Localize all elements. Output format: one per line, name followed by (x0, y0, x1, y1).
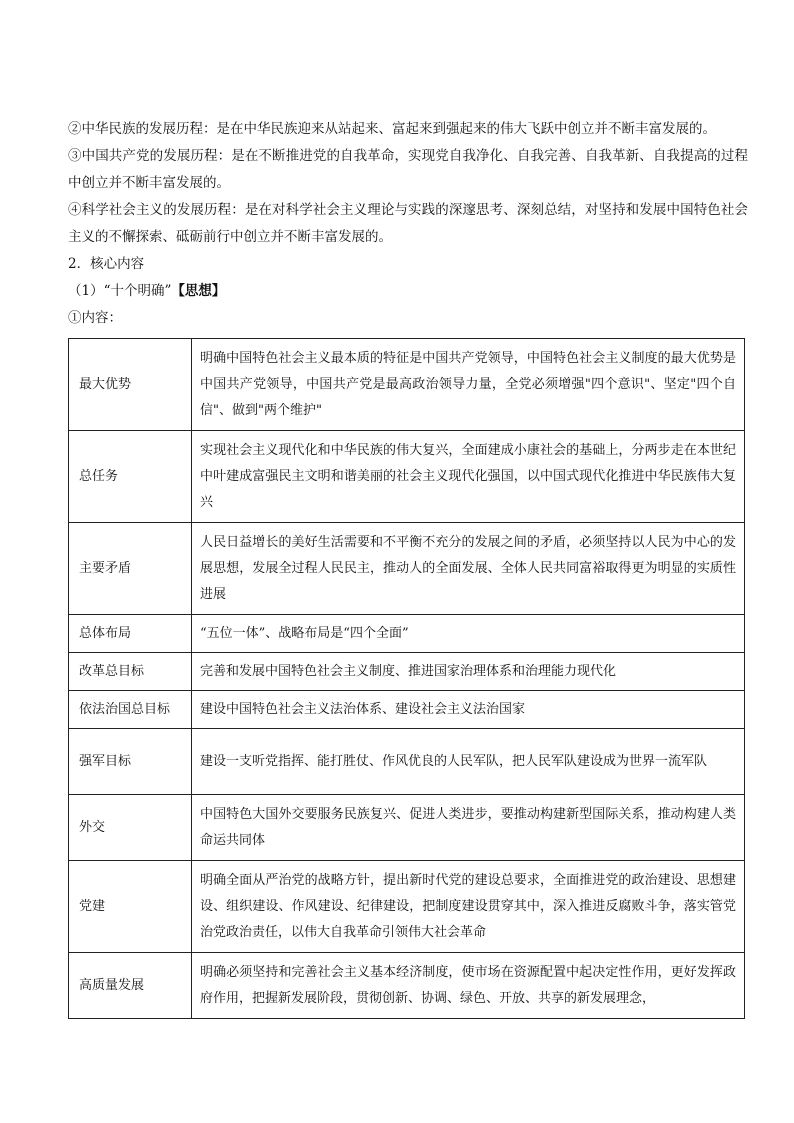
intro-item-4: ④科学社会主义的发展历程：是在对科学社会主义理论与实践的深邃思考、深刻总结，对坚持和发展中国特色社会主义的不懈探索、砥砺前行中创立并不断丰富发展的。 (68, 202, 748, 245)
row-label: 改革总目标 (69, 653, 192, 691)
table-row (69, 339, 745, 431)
intro-item-3: ③中国共产党的发展历程：是在不断推进党的自我革命，实现党自我净化、自我完善、自我革新、自我提高的过程中创立并不断丰富发展的。 (68, 148, 748, 191)
row-content: 建设一支听党指挥、能打胜仗、作风优良的人民军队，把人民军队建设成为世界一流军队 (192, 729, 745, 795)
section-heading: 2．核心内容 (68, 256, 145, 272)
table-row (69, 953, 745, 1019)
row-label: 高质量发展 (69, 953, 192, 1019)
table-row (69, 729, 745, 795)
subsection-tag: 【思想】 (171, 283, 226, 299)
document-page (68, 116, 748, 1019)
row-content: 明确中国特色社会主义最本质的特征是中国共产党领导，中国特色社会主义制度的最大优势是中国共产党领导，中国共产党是最高政治领导力量，全党必须增强"四个意识"、坚定"四个自信"、做到"两个维护" (192, 339, 745, 431)
table-row (69, 615, 745, 653)
row-label: 总体布局 (69, 615, 192, 653)
row-label: 外交 (69, 795, 192, 861)
table-row (69, 691, 745, 729)
table-row (69, 653, 745, 691)
subsection-prefix: （1）“十个明确” (68, 283, 172, 299)
table-row (69, 523, 745, 615)
row-label: 总任务 (69, 431, 192, 523)
ten-points-table (68, 338, 745, 1019)
row-content: 实现社会主义现代化和中华民族的伟大复兴，全面建成小康社会的基础上，分两步走在本世纪中叶建成富强民主文明和谐美丽的社会主义现代化强国，以中国式现代化推进中华民族伟大复兴 (192, 431, 745, 523)
row-content: 中国特色大国外交要服务民族复兴、促进人类进步，要推动构建新型国际关系，推动构建人类命运共同体 (192, 795, 745, 861)
intro-item-2: ②中华民族的发展历程：是在中华民族迎来从站起来、富起来到强起来的伟大飞跃中创立并不断丰富发展的。 (68, 121, 716, 137)
row-label: 依法治国总目标 (69, 691, 192, 729)
table-row (69, 861, 745, 953)
table-row (69, 795, 745, 861)
row-content: 完善和发展中国特色社会主义制度、推进国家治理体系和治理能力现代化 (192, 653, 745, 691)
row-content: 人民日益增长的美好生活需要和不平衡不充分的发展之间的矛盾，必须坚持以人民为中心的发展思想，发展全过程人民民主，推动人的全面发展、全体人民共同富裕取得更为明显的实质性进展 (192, 523, 745, 615)
row-label: 主要矛盾 (69, 523, 192, 615)
row-content: 明确必须坚持和完善社会主义基本经济制度，使市场在资源配置中起决定性作用，更好发挥政府作用，把握新发展阶段，贯彻创新、协调、绿色、开放、共享的新发展理念， (192, 953, 745, 1019)
row-content: 建设中国特色社会主义法治体系、建设社会主义法治国家 (192, 691, 745, 729)
subsection-heading (68, 278, 748, 305)
row-label: 党建 (69, 861, 192, 953)
row-label: 强军目标 (69, 729, 192, 795)
row-content: 明确全面从严治党的战略方针，提出新时代党的建设总要求，全面推进党的政治建设、思想建设、组织建设、作风建设、纪律建设，把制度建设贯穿其中，深入推进反腐败斗争，落实管党治党政治责任，以伟大自我革命引领伟大社会革命 (192, 861, 745, 953)
row-content: “五位一体”、战略布局是“四个全面” (192, 615, 745, 653)
row-label: 最大优势 (69, 339, 192, 431)
content-label: ①内容： (68, 310, 122, 326)
table-row (69, 431, 745, 523)
